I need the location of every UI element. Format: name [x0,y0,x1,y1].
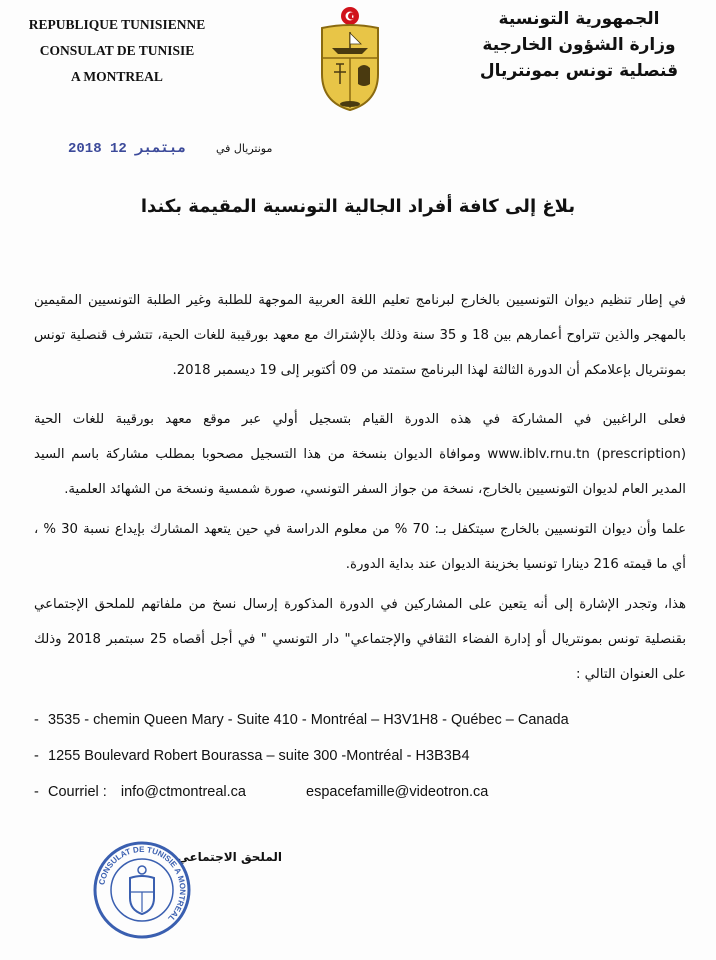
paragraph-deadline: هذا، وتجدر الإشارة إلى أنه يتعين على المشاركين في الدورة المذكورة إرسال نسخ من ملفاتهم للملحق الإجتماعي بقنصلية تونس بمونتريال أو إدارة الفضاء الثقافي والإجتماعي" دار التونسي " في أجل أقصاه 25 سبتمبر 2018 وذلك على العنوان التالي : [34,597,687,682]
date-stamp: 2018 مبتمبر 12 [68,141,186,157]
paragraph-program: في إطار تنظيم ديوان التونسيين بالخارج لبرنامج تعليم اللغة العربية الموجهة للطلبة وغير الطلبة التونسيين المقيمين بالمهجر والذين تتراوح أعمارهم بين 18 و 35 سنة وذلك بالإشتراك مع معهد بورقيبة للغات الحية، تتشرف قنصلية تونس بمونتريال بإعلامكم أن الدورة الثالثة لهذا البرنامج ستمتد من 09 أكتوبر إلى 19 ديسمبر 2018. [34,293,687,378]
address-queen-mary: 3535 - chemin Queen Mary - Suite 410 - Montréal – H3V1H8 - Québec – Canada [48,712,569,728]
address-item: - 1255 Boulevard Robert Bourassa – suite 300 -Montréal - H3B3B4 [34,748,470,764]
date-prefix: مونتريال في [216,142,273,155]
address-robert-bourassa: 1255 Boulevard Robert Bourassa – suite 300 -Montréal - H3B3B4 [48,748,470,764]
paragraph-registration: فعلى الراغبين في المشاركة في هذه الدورة القيام بتسجيل أولي عبر موقع معهد بورقيبة للغات الحية (www.iblv.rnu.tn (prescription وموافاة الديوان بنسخة من هذا التسجيل مصحوبا بمطلب مشاركة باسم السيد المدير العام لديوان التونسيين بالخارج، نسخة من جواز السفر التونسي، صورة شمسية ونسخة من الشهائد العلمية. [34,412,687,497]
svg-text:CONSULAT DE TUNISIE A MONTREAL: CONSULAT DE TUNISIE A MONTREAL [97,844,188,924]
header-line-consulate: CONSULAT DE TUNISIE [39,43,195,58]
address-item: - 3535 - chemin Queen Mary - Suite 410 - Montréal – H3V1H8 - Québec – Canada [34,712,569,728]
courriel-item: - Courriel : info@ctmontreal.ca espacefamille@videotron.ca [34,778,694,814]
tunisia-coat-of-arms-icon [314,4,386,114]
email-espacefamille: espacefamille@videotron.ca [306,784,489,800]
signer-title: الملحق الاجتماعي [177,850,282,864]
address-list [34,706,694,814]
courriel-label: Courriel : [48,784,107,800]
email-info: info@ctmontreal.ca [120,784,246,800]
header-line-consulate-ar: قنصلية تونس بمونتريال [479,61,679,81]
header-arabic [464,6,694,84]
document-title: بلاغ إلى كافة أفراد الجالية التونسية المقيمة بكندا [140,196,576,217]
consulate-seal-stamp [92,840,192,940]
header-line-republic-ar: الجمهورية التونسية [498,9,660,29]
header-line-ministry-ar: وزارة الشؤون الخارجية [482,35,676,55]
header-french [22,12,212,90]
paragraph-fees: علما وأن ديوان التونسيين بالخارج سيتكفل بـ: 70 % من معلوم الدراسة في حين يتعهد المشارك بإيداع نسبة 30 % ، أي ما قيمته 216 دينارا تونسيا بخزينة الديوان عند بداية الدورة. [34,522,687,572]
header-line-republic: REPUBLIQUE TUNISIENNE [28,17,206,32]
date-line [68,136,273,166]
header-line-city: A MONTREAL [71,69,163,84]
